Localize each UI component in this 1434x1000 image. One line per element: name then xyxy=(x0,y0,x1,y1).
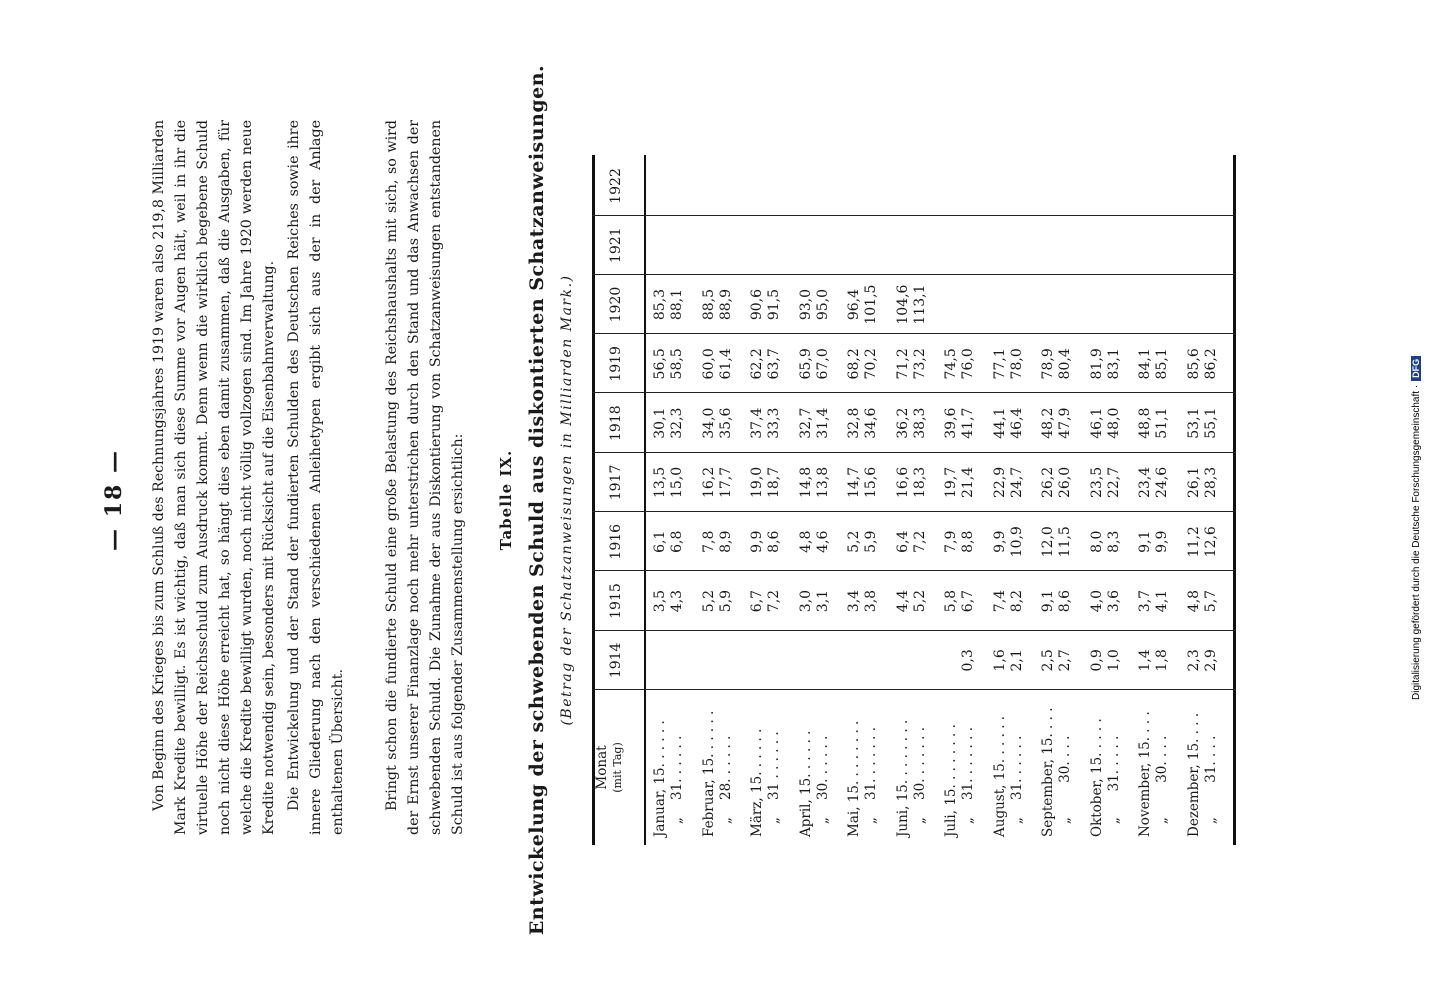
value-cell: 4,3 xyxy=(669,589,685,613)
value-cell: 34,0 xyxy=(700,407,717,439)
value-cell: 5,2 xyxy=(846,530,862,553)
value-cell: 48,2 xyxy=(1040,407,1056,439)
value-cell: 9,1 xyxy=(1040,589,1056,613)
value-cell: 10,9 xyxy=(1008,526,1025,558)
value-cell: 19,7 xyxy=(943,466,959,499)
value-cell: 36,2 xyxy=(894,407,911,439)
value-cell: 104,6 xyxy=(894,284,911,325)
value-cell: 15,6 xyxy=(863,466,879,499)
value-cell: 5,7 xyxy=(1202,589,1219,613)
value-cell: 4,8 xyxy=(797,530,814,553)
value-cell: 88,9 xyxy=(717,288,734,321)
value-cell: 33,3 xyxy=(766,407,782,439)
value-cell: 74,5 xyxy=(943,348,959,380)
value-cell: 5,9 xyxy=(717,589,734,613)
value-cell: 4,4 xyxy=(894,589,911,613)
value-cell: 32,7 xyxy=(797,407,814,439)
value-cell: 7,9 xyxy=(943,530,959,553)
value-cell: 18,3 xyxy=(911,466,928,499)
value-cell: 18,7 xyxy=(766,466,782,499)
value-cell: 2,3 xyxy=(1185,649,1202,672)
page-number: — 18 — xyxy=(101,449,127,551)
value-cell: 3,4 xyxy=(846,589,862,613)
year-header-1921: 1921 xyxy=(608,227,624,264)
value-cell: 22,7 xyxy=(1105,466,1122,499)
value-cell: 67,0 xyxy=(814,348,831,380)
value-cell: 23,4 xyxy=(1137,466,1153,499)
value-cell: 34,6 xyxy=(863,407,879,439)
value-cell: 68,2 xyxy=(846,348,862,380)
value-cell: 3,0 xyxy=(797,589,814,613)
value-cell: 8,8 xyxy=(960,530,976,553)
value-cell: 86,2 xyxy=(1202,348,1219,380)
value-cell: 5,8 xyxy=(943,589,959,613)
value-cell: 15,0 xyxy=(669,466,685,499)
table-header-rule xyxy=(644,155,646,845)
value-cell: 12,6 xyxy=(1202,526,1219,558)
value-cell: 4,6 xyxy=(814,530,831,553)
value-cell: 6,8 xyxy=(669,530,685,553)
value-cell: 4,1 xyxy=(1154,589,1170,613)
value-cell: 6,4 xyxy=(894,530,911,553)
value-cell: 2,9 xyxy=(1202,649,1219,672)
value-cell: 81,9 xyxy=(1088,348,1105,380)
value-cell: 78,9 xyxy=(1040,348,1056,380)
value-cell: 9,9 xyxy=(1154,530,1170,553)
value-cell: 70,2 xyxy=(863,348,879,380)
value-cell: 55,1 xyxy=(1202,407,1219,439)
value-cell: 60,0 xyxy=(700,348,717,380)
value-cell: 48,8 xyxy=(1137,407,1153,439)
paragraph-2: Die Entwickelung und der Stand der fundierten Schulden des Deutschen Reiches sowie ihre innere Gliederung nach den verschiedenen Anleihetypen ergibt sich aus der in der Anlage enthaltenen Übersicht. xyxy=(286,120,346,835)
value-cell: 16,6 xyxy=(894,466,911,499)
value-cell: 16,2 xyxy=(700,466,717,499)
value-cell: 5,2 xyxy=(911,589,928,613)
value-cell: 24,7 xyxy=(1008,466,1025,499)
value-cell: 32,8 xyxy=(846,407,862,439)
value-cell: 5,9 xyxy=(863,530,879,553)
month-header xyxy=(595,690,625,845)
value-cell: 73,2 xyxy=(911,348,928,380)
value-cell: 8,9 xyxy=(717,530,734,553)
paragraph-3: Bringt schon die fundierte Schuld eine große Belastung des Reichshaushalts mit sich, so wird der Ernst unserer Finanzlage noch mehr unterstrichen durch den Stand und das Anwachsen der schwebenden Schuld. Die Zunahme der aus Diskontierung von Schatzanweisungen entstandenen Schuld ist aus folgender Zusammenstellung ersichtlich: xyxy=(384,120,466,835)
value-cell: 46,4 xyxy=(1008,407,1025,439)
value-cell: 62,2 xyxy=(749,348,765,380)
value-cell: 93,0 xyxy=(797,288,814,321)
value-cell: 90,6 xyxy=(749,288,765,321)
value-cell: 9,9 xyxy=(991,530,1008,553)
value-cell: 3,6 xyxy=(1105,589,1122,613)
value-cell: 61,4 xyxy=(717,348,734,380)
value-cell: 1,4 xyxy=(1137,649,1153,672)
value-cell: 0,3 xyxy=(960,649,976,672)
value-cell: 8,2 xyxy=(1008,589,1025,613)
value-cell: 76,0 xyxy=(960,348,976,380)
value-cell: 80,4 xyxy=(1057,348,1073,380)
value-cell: 4,0 xyxy=(1088,589,1105,613)
credit-text: Digitalisierung gefördert durch die Deutsche Forschungsgemeinschaft · xyxy=(1411,384,1422,700)
value-cell: 96,4 xyxy=(846,288,862,321)
row-label: April, 15. . . . . . „ 30. . . . . . xyxy=(797,730,831,837)
value-cell: 85,3 xyxy=(652,288,668,321)
value-cell: 5,2 xyxy=(700,589,717,613)
value-cell: 2,7 xyxy=(1057,649,1073,672)
value-cell: 56,5 xyxy=(652,348,668,380)
value-cell: 8,0 xyxy=(1088,530,1105,553)
value-cell: 7,2 xyxy=(911,530,928,553)
value-cell: 0,9 xyxy=(1088,649,1105,672)
value-cell: 30,1 xyxy=(652,407,668,439)
value-cell: 113,1 xyxy=(911,284,928,325)
row-label: September, 15. . . . „ 30. . . . xyxy=(1040,707,1073,837)
value-cell: 3,1 xyxy=(814,589,831,613)
value-cell: 8,3 xyxy=(1105,530,1122,553)
value-cell: 7,8 xyxy=(700,530,717,553)
value-cell: 46,1 xyxy=(1088,407,1105,439)
value-cell: 19,0 xyxy=(749,466,765,499)
value-cell: 41,7 xyxy=(960,407,976,439)
value-cell: 14,7 xyxy=(846,466,862,499)
value-cell: 77,1 xyxy=(991,348,1008,380)
value-cell: 13,5 xyxy=(652,466,668,499)
row-label: Mai, 15. . . . . . . . „ 31. . . . . . . xyxy=(846,720,879,837)
value-cell: 17,7 xyxy=(717,466,734,499)
digitization-credit xyxy=(1411,356,1422,700)
year-header-1918: 1918 xyxy=(608,405,624,441)
paragraph-1: Von Beginn des Krieges bis zum Schluß des Rechnungsjahres 1919 waren also 219,8 Milliarden Mark Kredite bewilligt. Es ist wichtig, daß man sich diese Summe vor Augen hält, weil in ihr die virtuelle Höhe der Reichsschuld zum Ausdruck kommt. Denn wenn die wirklich begebene Schuld noch nicht diese Höhe erreicht hat, so hängt dies eben damit zusammen, daß die Ausgaben, für welche die Kredite bewilligt wurden, noch nicht völlig vollzogen sind. Im Jahre 1920 werden neue Kredite notwendig sein, besonders mit Rücksicht auf die Eisenbahnverwaltung. xyxy=(151,120,277,835)
value-cell: 47,9 xyxy=(1057,407,1073,439)
value-cell: 3,8 xyxy=(863,589,879,613)
row-label: November, 15. . . . „ 30. . . . xyxy=(1137,711,1170,837)
value-cell: 1,6 xyxy=(991,649,1008,672)
value-cell: 21,4 xyxy=(960,466,976,499)
value-cell: 26,0 xyxy=(1057,466,1073,499)
value-cell: 31,4 xyxy=(814,407,831,439)
value-cell: 6,7 xyxy=(960,589,976,613)
value-cell: 48,0 xyxy=(1105,407,1122,439)
value-cell: 58,5 xyxy=(669,348,685,380)
value-cell: 65,9 xyxy=(797,348,814,380)
value-cell: 44,1 xyxy=(991,407,1008,439)
value-cell: 35,6 xyxy=(717,407,734,439)
value-cell: 7,4 xyxy=(991,589,1008,613)
table-title: Entwickelung der schwebenden Schuld aus diskontierten Schatzanweisungen. xyxy=(526,64,548,936)
value-cell: 95,0 xyxy=(814,288,831,321)
value-cell: 85,6 xyxy=(1185,348,1202,380)
row-label: Juli, 15. . . . . . . . „ 31. . . . . . . xyxy=(943,724,976,837)
column-divider xyxy=(592,215,1236,216)
dfg-logo: DFG xyxy=(1411,356,1421,381)
value-cell: 11,5 xyxy=(1057,526,1073,558)
value-cell: 11,2 xyxy=(1185,526,1202,558)
year-header-1914: 1914 xyxy=(608,642,624,679)
year-header-1922: 1922 xyxy=(608,168,624,204)
value-cell: 51,1 xyxy=(1154,407,1170,439)
value-cell: 39,6 xyxy=(943,407,959,439)
value-cell: 88,5 xyxy=(700,288,717,321)
row-label: August, 15. . . . . . „ 31. . . . . . xyxy=(991,715,1025,837)
value-cell: 63,7 xyxy=(766,348,782,380)
value-cell: 78,0 xyxy=(1008,348,1025,380)
value-cell: 26,1 xyxy=(1185,466,1202,499)
row-label: März, 15. . . . . . „ 31 . . . . . . xyxy=(749,728,782,837)
value-cell: 14,8 xyxy=(797,466,814,499)
debt-table xyxy=(592,155,1236,845)
value-cell: 6,1 xyxy=(652,530,668,553)
value-cell: 4,8 xyxy=(1185,589,1202,613)
value-cell: 3,7 xyxy=(1137,589,1153,613)
value-cell: 22,9 xyxy=(991,466,1008,499)
row-label: Dezember, 15. . . . „ 31. . . . xyxy=(1185,712,1219,837)
value-cell: 71,2 xyxy=(894,348,911,380)
month-header-label: Monat xyxy=(594,745,610,790)
value-cell: 1,0 xyxy=(1105,649,1122,672)
value-cell: 7,2 xyxy=(766,589,782,613)
table-caption: Tabelle IX. xyxy=(497,449,515,551)
year-header-1917: 1917 xyxy=(608,464,624,501)
value-cell: 6,7 xyxy=(749,589,765,613)
value-cell: 32,3 xyxy=(669,407,685,439)
row-label: Juni, 15. . . . . . . . „ 30. . . . . . . xyxy=(894,719,928,837)
table-bottom-rule xyxy=(1233,155,1236,845)
year-header-1915: 1915 xyxy=(608,583,624,619)
value-cell: 53,1 xyxy=(1185,407,1202,439)
value-cell: 3,5 xyxy=(652,589,668,613)
value-cell: 8,6 xyxy=(766,530,782,553)
value-cell: 91,5 xyxy=(766,288,782,321)
value-cell: 26,2 xyxy=(1040,466,1056,499)
value-cell: 1,8 xyxy=(1154,649,1170,672)
value-cell: 9,1 xyxy=(1137,530,1153,553)
year-header-1920: 1920 xyxy=(608,286,624,323)
value-cell: 24,6 xyxy=(1154,466,1170,499)
value-cell: 84,1 xyxy=(1137,348,1153,380)
year-header-1919: 1919 xyxy=(608,346,624,382)
value-cell: 13,8 xyxy=(814,466,831,499)
table-subtitle: (Betrag der Schatzanweisungen in Milliarden Mark.) xyxy=(559,274,575,726)
value-cell: 8,6 xyxy=(1057,589,1073,613)
row-label: Januar, 15. . . . . . „ 31. . . . . . xyxy=(652,720,685,837)
value-cell: 12,0 xyxy=(1040,526,1056,558)
year-header-1916: 1916 xyxy=(608,523,624,560)
value-cell: 85,1 xyxy=(1154,348,1170,380)
row-label: Februar, 15. . . . . . „ 28. . . . . . xyxy=(700,710,734,837)
value-cell: 9,9 xyxy=(749,530,765,553)
row-label: Oktober, 15. . . . . „ 31. . . . . xyxy=(1088,718,1122,837)
value-cell: 38,3 xyxy=(911,407,928,439)
value-cell: 88,1 xyxy=(669,288,685,321)
value-cell: 28,3 xyxy=(1202,466,1219,499)
month-header-note: (mit Tag) xyxy=(611,742,624,793)
value-cell: 37,4 xyxy=(749,407,765,439)
value-cell: 83,1 xyxy=(1105,348,1122,380)
value-cell: 23,5 xyxy=(1088,466,1105,499)
value-cell: 101,5 xyxy=(863,284,879,325)
value-cell: 2,1 xyxy=(1008,649,1025,672)
value-cell: 2,5 xyxy=(1040,649,1056,672)
